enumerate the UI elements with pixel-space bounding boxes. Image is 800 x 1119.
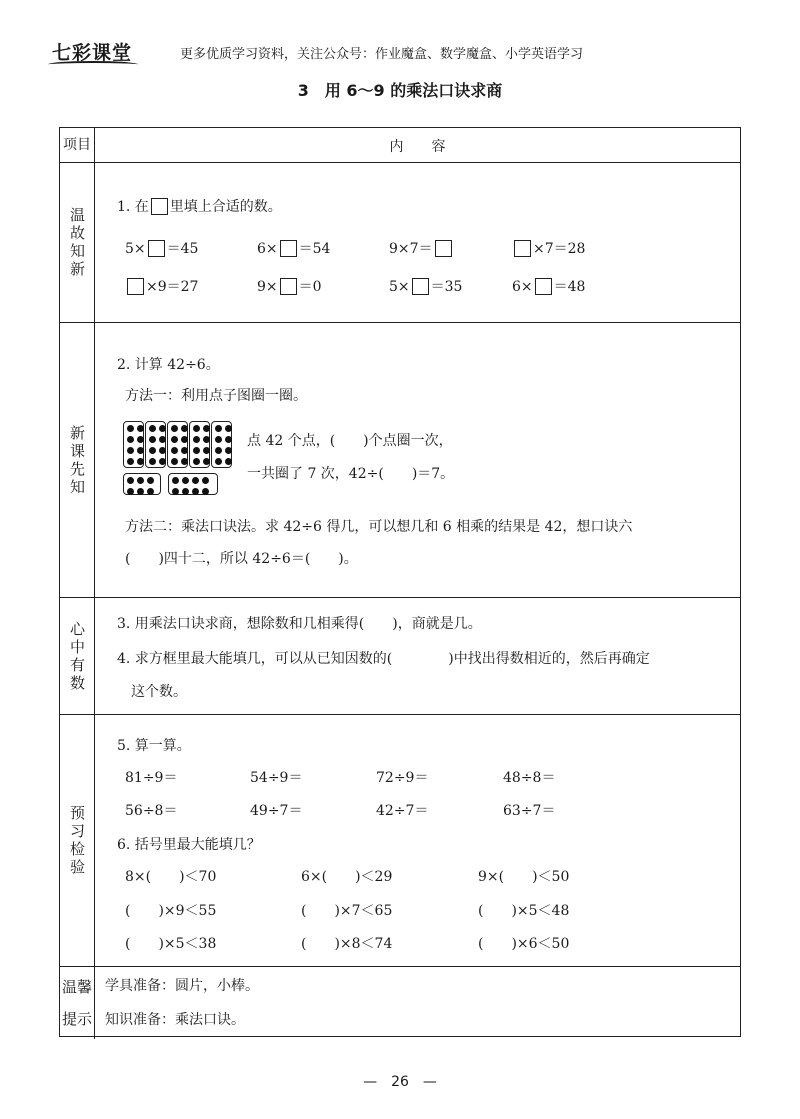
fill-1-1: 8×( )＜70 [125, 869, 217, 885]
method-1-line-a: 点 42 个点，( )个点圈一次， [247, 433, 453, 449]
calc-2-1: 56÷8＝ [125, 803, 178, 819]
question-5: 5. 算一算。 [117, 738, 191, 754]
answer-box[interactable] [514, 240, 531, 257]
section-label-check [60, 715, 95, 967]
tip-tools: 学具准备：圆片，小棒。 [105, 978, 259, 994]
calc-2-3: 42÷7＝ [376, 803, 429, 819]
dot [171, 425, 178, 432]
dot [149, 436, 156, 443]
dot [159, 458, 166, 465]
dot [137, 447, 144, 454]
dot [171, 436, 178, 443]
section-label-tips-b: 提示 [61, 1010, 92, 1028]
answer-box[interactable] [535, 278, 552, 295]
dot [127, 425, 134, 432]
lesson-title: 3 用 6～9 的乘法口诀求商 [297, 81, 503, 100]
logo-underline [48, 61, 138, 68]
calc-2-4: 63÷7＝ [503, 803, 556, 819]
header-note: 更多优质学习资料，关注公众号：作业魔盒、数学魔盒、小学英语学习 [180, 47, 584, 62]
section-label-tips-a: 温馨 [61, 978, 92, 996]
method-1: 方法一：利用点子图圈一圈。 [125, 388, 307, 404]
eq-pre: 9×7＝ [389, 241, 433, 257]
eq-post: ＝48 [553, 279, 586, 295]
dot [159, 425, 166, 432]
section-think-content [95, 598, 740, 715]
dot [159, 447, 166, 454]
tip-knowledge: 知识准备：乘法口诀。 [105, 1012, 245, 1028]
eq-post: ＝35 [430, 279, 463, 295]
section-label-review [60, 163, 95, 323]
dot [181, 425, 188, 432]
method-2-line-a: 方法二：乘法口诀法。求 42÷6 得几，可以想几和 6 相乘的结果是 42，想口诀六 [125, 519, 633, 535]
section-preview [60, 322, 740, 598]
dot [137, 477, 144, 484]
answer-box[interactable] [412, 278, 429, 295]
dot [172, 477, 179, 484]
table-header-row [60, 128, 740, 162]
eq-post: ＝45 [166, 241, 199, 257]
publisher-logo [52, 38, 132, 65]
page-header [52, 38, 752, 68]
equation-2-3 [389, 276, 462, 296]
answer-box[interactable] [280, 278, 297, 295]
dot [127, 477, 134, 484]
column-header-content: 内 容 [389, 139, 446, 155]
method-1-line-b: 一共圈了 7 次，42÷( )＝7。 [247, 466, 455, 482]
dot [181, 447, 188, 454]
dot [202, 477, 209, 484]
dot [181, 436, 188, 443]
dot [182, 477, 189, 484]
dot-diagram [123, 421, 233, 495]
section-preview-content [95, 323, 740, 598]
calc-1-1: 81÷9＝ [125, 770, 178, 786]
section-tips [60, 966, 740, 1039]
dot [182, 488, 189, 495]
dot [147, 477, 154, 484]
answer-box[interactable] [280, 240, 297, 257]
dot [172, 488, 179, 495]
eq-pre: 5× [125, 241, 146, 257]
fill-1-3: 9×( )＜50 [478, 869, 570, 885]
dot [137, 425, 144, 432]
dot [225, 458, 232, 465]
dot [127, 458, 134, 465]
fill-3-1: ( )×5＜38 [125, 936, 217, 952]
lesson-table [59, 127, 741, 1037]
section-label-think-text: 心中有数 [68, 620, 86, 693]
eq-pre: 6× [257, 241, 278, 257]
question-4-line-a: 4. 求方框里最大能填几，可以从已知因数的( )中找出得数相近的，然后再确定 [117, 651, 650, 667]
section-review [60, 162, 740, 323]
fill-1-2: 6×( )＜29 [301, 869, 393, 885]
calc-1-2: 54÷9＝ [250, 770, 303, 786]
equation-1-2 [257, 238, 330, 258]
section-label-preview-text: 新课先知 [68, 424, 86, 497]
section-label-think [60, 598, 95, 715]
dot [203, 458, 210, 465]
dot [192, 477, 199, 484]
column-header-content-cell [95, 128, 740, 162]
dot [171, 447, 178, 454]
dot [149, 425, 156, 432]
section-check [60, 714, 740, 967]
logo-text: 七彩课堂 [52, 42, 133, 64]
equation-2-1 [125, 276, 198, 296]
dot [215, 447, 222, 454]
dot [203, 436, 210, 443]
answer-box[interactable] [435, 240, 452, 257]
dot [225, 425, 232, 432]
dot [137, 458, 144, 465]
dot [127, 436, 134, 443]
answer-box[interactable] [127, 278, 144, 295]
section-label-check-text: 预习检验 [68, 805, 86, 877]
dot [215, 436, 222, 443]
dot [203, 447, 210, 454]
fill-2-3: ( )×5＜48 [478, 903, 570, 919]
section-think [60, 597, 740, 715]
eq-pre: 9× [257, 279, 278, 295]
eq-pre: 5× [389, 279, 410, 295]
question-1-tail: 里填上合适的数。 [169, 199, 282, 215]
dot [193, 436, 200, 443]
column-header-item: 项目 [60, 128, 95, 162]
dot [215, 458, 222, 465]
answer-box[interactable] [151, 198, 168, 215]
question-1-lead: 1. 在 [117, 199, 149, 215]
dot [203, 425, 210, 432]
equation-2-2 [257, 276, 322, 296]
dot [149, 447, 156, 454]
dot [171, 458, 178, 465]
equation-1-3 [389, 238, 454, 258]
dot [149, 458, 156, 465]
eq-post: ＝54 [298, 241, 331, 257]
eq-pre: 6× [512, 279, 533, 295]
section-label-preview [60, 323, 95, 598]
dot [147, 488, 154, 495]
section-check-content [95, 715, 740, 967]
fill-2-2: ( )×7＜65 [301, 903, 393, 919]
fill-3-2: ( )×8＜74 [301, 936, 393, 952]
fill-3-3: ( )×6＜50 [478, 936, 570, 952]
question-4-line-b: 这个数。 [131, 684, 187, 700]
calc-1-4: 48÷8＝ [503, 770, 556, 786]
dot [193, 425, 200, 432]
method-2-line-b: ( )四十二，所以 42÷6＝( )。 [125, 551, 358, 567]
dot [202, 488, 209, 495]
dot [137, 488, 144, 495]
dot [137, 436, 144, 443]
dot [192, 488, 199, 495]
section-label-tips [60, 967, 95, 1039]
section-tips-content [95, 967, 740, 1039]
question-1 [117, 196, 282, 216]
section-label-review-text: 温故知新 [68, 207, 86, 279]
dot [193, 447, 200, 454]
equation-1-1 [125, 238, 198, 258]
dot [193, 458, 200, 465]
dot [225, 447, 232, 454]
question-6: 6. 括号里最大能填几？ [117, 837, 261, 853]
answer-box[interactable] [148, 240, 165, 257]
equation-2-4 [512, 276, 585, 296]
dot [181, 458, 188, 465]
eq-post: ×9＝27 [146, 279, 199, 295]
eq-post: ＝0 [298, 279, 322, 295]
equation-1-4 [512, 238, 585, 258]
dot [127, 447, 134, 454]
question-2: 2. 计算 42÷6。 [117, 357, 220, 373]
page-number: — 26 — [363, 1074, 437, 1090]
calc-1-3: 72÷9＝ [376, 770, 429, 786]
dot [225, 436, 232, 443]
eq-post: ×7＝28 [533, 241, 586, 257]
dot [159, 436, 166, 443]
dot [127, 488, 134, 495]
question-3: 3. 用乘法口诀求商，想除数和几相乘得( )，商就是几。 [117, 616, 482, 632]
section-review-content [95, 163, 740, 323]
fill-2-1: ( )×9＜55 [125, 903, 217, 919]
calc-2-2: 49÷7＝ [250, 803, 303, 819]
dot [215, 425, 222, 432]
